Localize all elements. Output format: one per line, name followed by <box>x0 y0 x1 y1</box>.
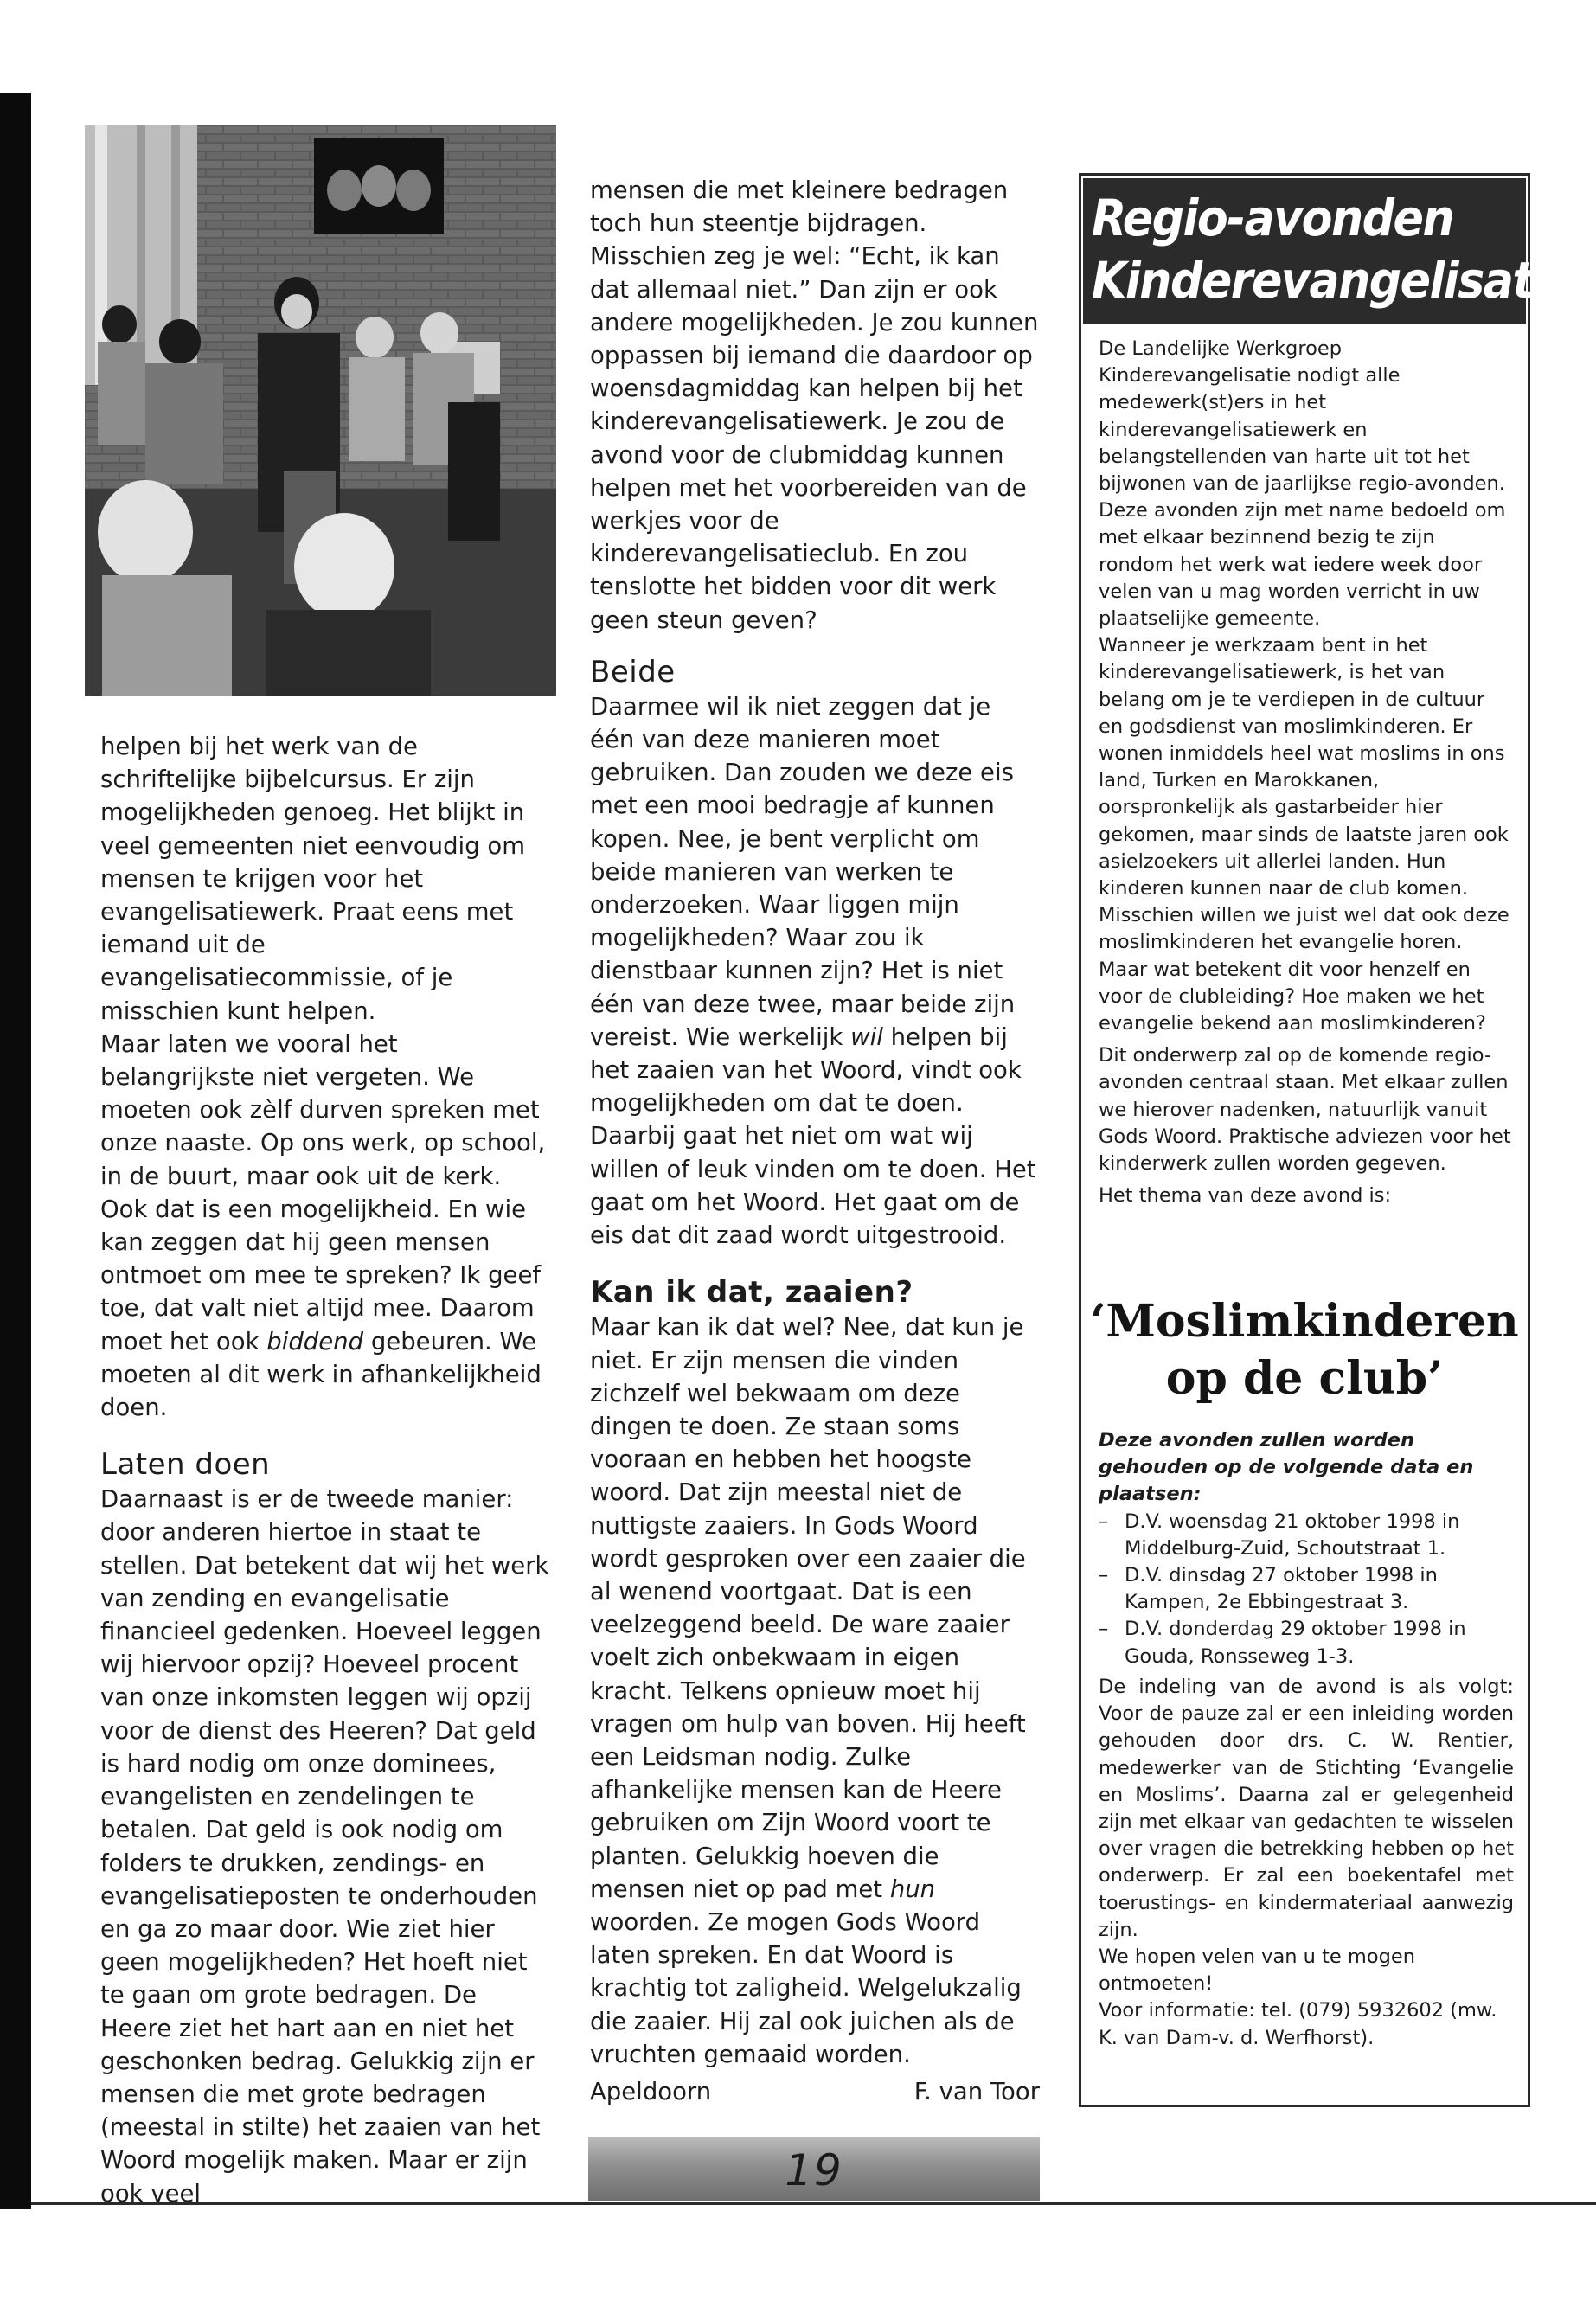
date-item-text: D.V. donderdag 29 oktober 1998 in Gouda, Ronsseweg 1-3. <box>1125 1618 1466 1668</box>
announcement-contact: Voor informatie: tel. (079) 5932602 (mw. K. van Dam-v. d. Werfhorst). <box>1099 1999 1497 2049</box>
announcement-paragraph-1: De Landelijke Werkgroep Kinderevangelisatie nodigt alle medewerk(st)ers in het kinderevangelisatiewerk en belangstellenden van harte uit tot het bijwonen van de jaarlijkse regio-avonden. Deze avonden zijn met name bedoeld om met elkaar bezinnend bezig te zijn rondom het werk wat iedere week door velen van u mag worden verricht in uw plaatselijke gemeente. <box>1099 337 1506 631</box>
heading-laten-doen: Laten doen <box>100 1447 271 1483</box>
date-item-text: D.V. woensdag 21 oktober 1998 in Middelburg-Zuid, Schoutstraat 1. <box>1125 1509 1460 1560</box>
page-number-bar <box>588 2137 1040 2201</box>
scan-left-edge <box>0 93 31 2209</box>
col1-paragraph-1: helpen bij het werk van de schriftelijke bijbelcursus. Er zijn mogelijkheden genoeg. Het blijkt in veel gemeenten niet eenvoudig om mensen te krijgen voor het evangelisatiewerk. Praat eens met iemand uit de evangelisatiecommissie, of je misschien kunt helpen. <box>100 733 526 1025</box>
announcement-details <box>1099 1674 1514 2052</box>
announcement-paragraph-5: De indeling van de avond is als volgt: Voor de pauze zal er een inleiding worden gehouden door drs. C. W. Rentier, medewerker van de Stichting ‘Evangelie en Moslims’. Daarna zal er gelegenheid zijn met elkaar van gedachten te wisselen over vragen die betrekking hebben op het onderwerp. Er zal een boekentafel met toerustings- en kindermateriaal aanwezig zijn. <box>1099 1676 1514 1941</box>
col2-emphasis-wil: wil <box>850 1022 883 1051</box>
heading-kan-ik-dat-zaaien: Kan ik dat, zaaien? <box>590 1275 913 1311</box>
col2-paragraph-2-c: helpen bij het zaaien van het Woord, vindt ook mogelijkheden om dat te doen. Daarbij gaat het niet om wat wij willen of leuk vinden om te doen. Het gaat om het Woord. Het gaat om de eis dat dit zaad wordt uitgestrooid. <box>590 1022 1036 1250</box>
announcement-title-line-2: Kinderevangelisatie <box>1092 251 1577 310</box>
announcement-paragraph-3: Dit onderwerp zal op de komende regio-avonden centraal staan. Met elkaar zullen we hierover nadenken, natuurlijk vanuit Gods Woord. Praktische adviezen voor het kinderwerk zullen worden gegeven. <box>1099 1044 1511 1176</box>
dates-heading: Deze avonden zullen worden gehouden op de volgende data en plaatsen: <box>1099 1429 1474 1506</box>
date-item: – D.V. woensdag 21 oktober 1998 in Middelburg-Zuid, Schoutstraat 1. <box>1099 1509 1514 1562</box>
article-column-2 <box>590 174 1040 2071</box>
col2-paragraph-3-c: woorden. Ze mogen Gods Woord laten spreken. En dat Woord is krachtig tot zaligheid. Welgelukzalig die zaaier. Hij zal ook juichen als de vruchten gemaaid worden. <box>590 1907 1022 2068</box>
heading-beide: Beide <box>590 654 676 689</box>
col1-paragraph-2-a: Maar laten we vooral het belangrijkste niet vergeten. We moeten ook zèlf durven spreken met onze naaste. Op ons werk, op school, in de buurt, maar ook uit de kerk. Ook dat is een mogelijkheid. En wie kan zeggen dat hij geen mensen ontmoet om mee te spreken? Ik geef toe, dat valt niet altijd mee. Daarom moet het ook <box>100 1029 546 1356</box>
byline-author: F. van Toor <box>913 2078 1040 2106</box>
announcement-dates <box>1099 1427 1514 1670</box>
article-photo <box>85 125 556 696</box>
col2-emphasis-hun: hun <box>889 1875 936 1903</box>
announcement-paragraph-6: We hopen velen van u te mogen ontmoeten! <box>1099 1945 1415 1996</box>
col1-paragraph-2-c: gebeuren. We moeten al dit werk in afhankelijkheid doen. <box>100 1327 542 1422</box>
col2-paragraph-3 <box>590 1311 1040 2071</box>
col1-paragraph-2 <box>100 1028 550 1424</box>
col1-paragraph-3: Daarnaast is er de tweede manier: door anderen hiertoe in staat te stellen. Dat betekent dat wij het werk van zending en evangelisatie financieel gedenken. Hoeveel leggen wij hiervoor opzij? Hoeveel procent van onze inkomsten leggen wij opzij voor de dienst des Heeren? Dat geld is hard nodig om onze dominees, evangelisten en zendelingen te betalen. Dat geld is ook nodig om folders te drukken, zendings- en evangelisatieposten te onderhouden en ga zo maar door. Wie ziet hier geen mogelijkheden? Het hoeft niet te gaan om grote bedragen. De Heere ziet het hart aan en niet het geschonken bedrag. Gelukkig zijn er mensen die met grote bedragen (meestal in stilte) het zaaien van het Woord mogelijk maken. Maar er zijn ook veel <box>100 1485 549 2208</box>
announcement-theme-intro: Het thema van deze avond is: <box>1099 1184 1392 1208</box>
article-byline <box>590 2078 1040 2106</box>
announcement-title-line-1: Regio-avonden <box>1092 189 1454 247</box>
date-item-text: D.V. dinsdag 27 oktober 1998 in Kampen, 2e Ebbingestraat 3. <box>1125 1564 1438 1614</box>
col2-paragraph-1: mensen die met kleinere bedragen toch hun steentje bijdragen. Misschien zeg je wel: “Echt, ik kan dat allemaal niet.” Dan zijn er ook andere mogelijkheden. Je zou kunnen oppassen bij iemand die daardoor op woensdagmiddag kan helpen bij het kinderevangelisatiewerk. Je zou de avond voor de clubmiddag kunnen helpen met het voorbereiden van de werkjes voor de kinderevangelisatieclub. En zou tenslotte het bidden voor dit werk geen steun geven? <box>590 176 1039 634</box>
announcement-paragraph-2: Wanneer je werkzaam bent in het kinderevangelisatiewerk, is het van belang om je te verdiepen in de cultuur en godsdienst van moslimkinderen. Er wonen inmiddels heel wat moslims in ons land, Turken en Marokkanen, oorspronkelijk als gastarbeider hier gekomen, maar sinds de laatste jaren ook asielzoekers uit allerlei landen. Hun kinderen kunnen naar de club komen. Misschien willen we juist wel dat ook deze moslimkinderen het evangelie horen. Maar wat betekent dit voor henzelf en voor de clubleiding? Hoe maken we het evangelie bekend aan moslimkinderen? <box>1099 634 1509 1035</box>
date-item: – D.V. donderdag 29 oktober 1998 in Gouda, Ronsseweg 1-3. <box>1099 1616 1514 1670</box>
theme-title-line-1: ‘Moslimkinderen <box>1090 1295 1519 1348</box>
article-column-1 <box>100 730 550 2210</box>
theme-title-line-2: op de club’ <box>1165 1352 1444 1405</box>
photo-illustration <box>85 125 556 696</box>
page-number: 19 <box>785 2145 843 2195</box>
byline-place: Apeldoorn <box>590 2078 712 2106</box>
date-item: – D.V. dinsdag 27 oktober 1998 in Kampen, 2e Ebbingestraat 3. <box>1099 1562 1514 1616</box>
col2-paragraph-3-a: Maar kan ik dat wel? Nee, dat kun je niet. Er zijn mensen die vinden zichzelf wel bekwaam om deze dingen te doen. Ze staan soms vooraan en hebben het hoogste woord. Dat zijn meestal niet de nuttigste zaaiers. In Gods Woord wordt gesproken over een zaaier die al wenend voortgaat. Dat is een veelzeggend beeld. De ware zaaier voelt zich onbekwaam in eigen kracht. Telkens opnieuw moet hij vragen om hulp van boven. Hij heeft een Leidsman nodig. Zulke afhankelijke mensen kan de Heere gebruiken om Zijn Woord voort te planten. Gelukkig hoeven die mensen niet op pad met <box>590 1313 1026 1903</box>
col2-paragraph-2-a: Daarmee wil ik niet zeggen dat je één van deze manieren moet gebruiken. Dan zouden we deze eis met een mooi bedragje af kunnen kopen. Nee, je bent verplicht om beide manieren van werken te onderzoeken. Waar liggen mijn mogelijkheden? Waar zou ik dienstbaar kunnen zijn? Het is niet één van deze twee, maar beide zijn vereist. Wie werkelijk <box>590 692 1016 1051</box>
col2-paragraph-2 <box>590 690 1040 1252</box>
col1-emphasis-biddend: biddend <box>266 1327 364 1356</box>
announcement-body <box>1099 336 1514 1210</box>
